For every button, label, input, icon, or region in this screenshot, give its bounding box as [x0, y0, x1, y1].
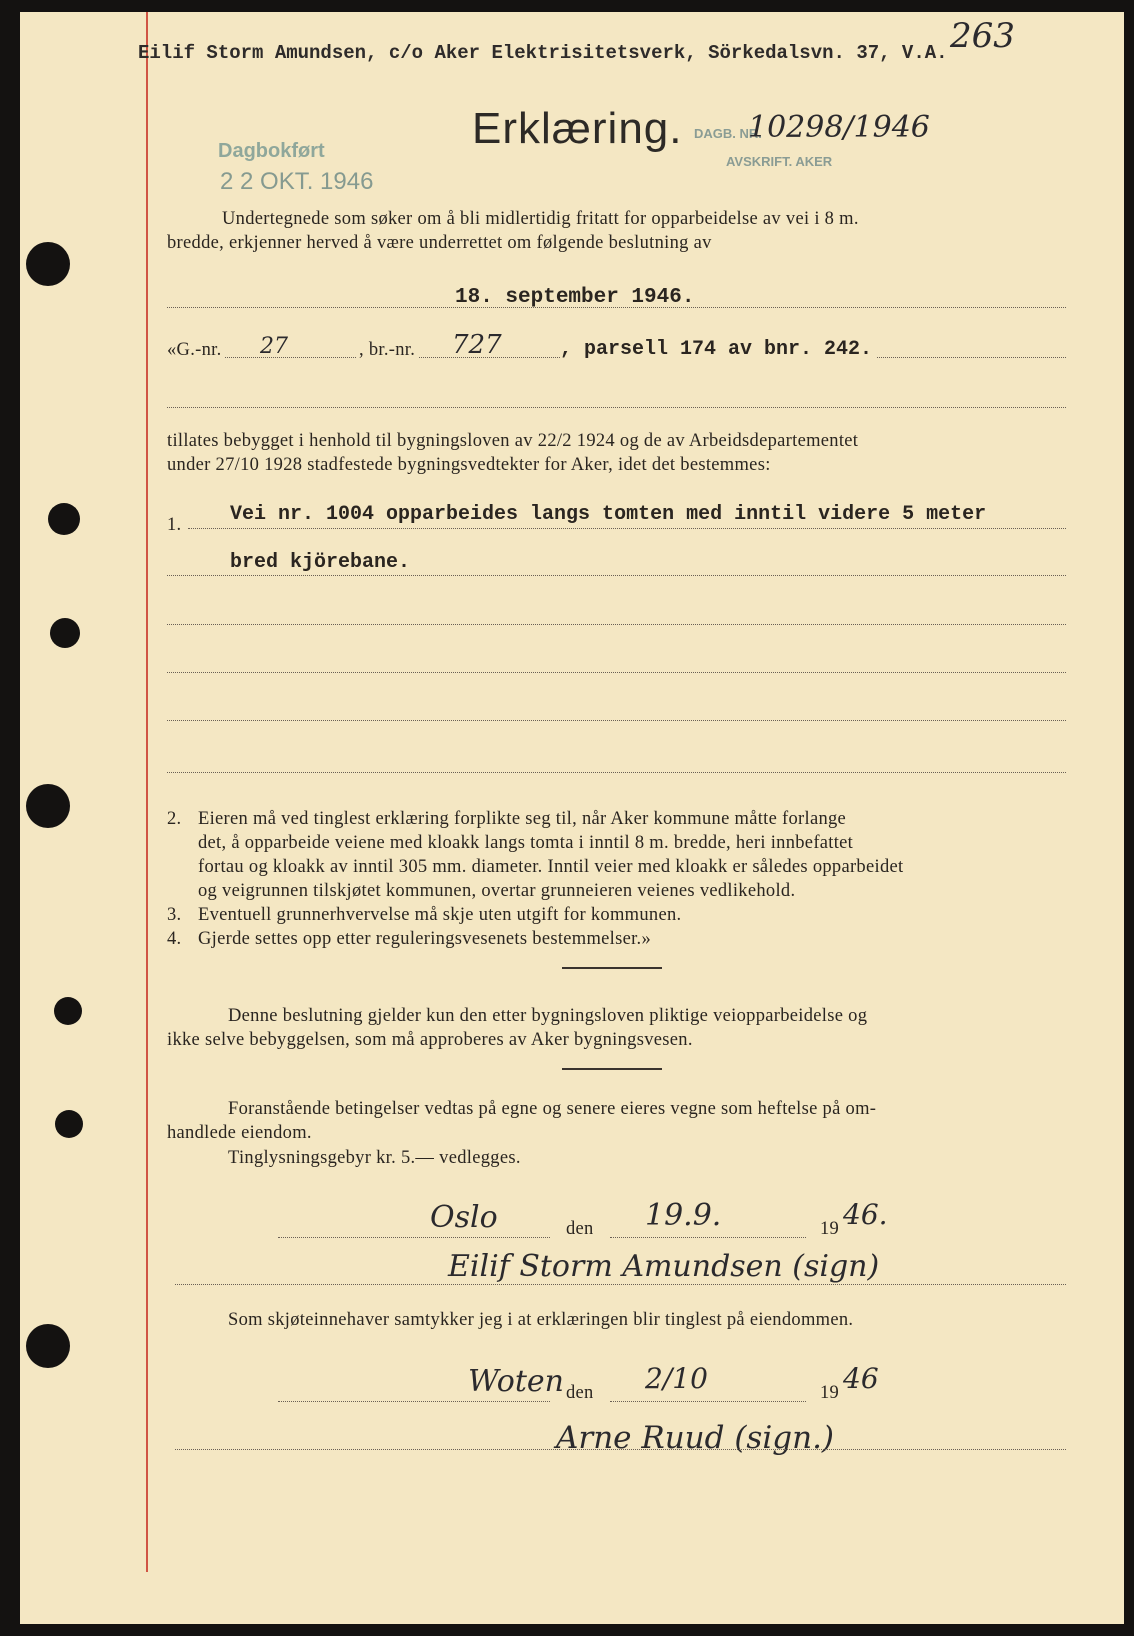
condition-4-number: 4.	[167, 929, 182, 949]
year-prefix-1: 19	[820, 1219, 840, 1239]
dotted-line	[278, 1237, 550, 1238]
fee-line: Tinglysningsgebyr kr. 5.— vedlegges.	[228, 1148, 521, 1168]
parcel-text: , parsell 174 av bnr. 242.	[560, 338, 876, 361]
page-number: 263	[950, 16, 1015, 56]
place-2: Woten	[468, 1364, 564, 1399]
condition-1-line-2: bred kjörebane.	[230, 551, 411, 574]
year-suffix-1: 46.	[843, 1198, 888, 1231]
condition-4-text: Gjerde settes opp etter reguleringsvesenets bestemmelser.»	[198, 929, 652, 949]
permit-line-2: under 27/10 1928 stadfestede bygningsvedtekter for Aker, idet det bestemmes:	[167, 455, 771, 475]
dotted-line	[188, 528, 1066, 529]
brnr-label: , br.-nr.	[356, 340, 418, 361]
intro-line-2: bredde, erkjenner herved å være underrettet om følgende beslutning av	[167, 233, 712, 253]
date-2: 2/10	[645, 1362, 708, 1395]
signature-1: Eilif Storm Amundsen (sign)	[448, 1249, 880, 1284]
dotted-line	[167, 407, 1066, 408]
punch-hole	[55, 1110, 83, 1138]
dotted-line	[167, 624, 1066, 625]
document-page	[20, 12, 1124, 1624]
punch-hole	[48, 503, 80, 535]
den-label-1: den	[566, 1219, 594, 1239]
place-1: Oslo	[430, 1200, 498, 1235]
dotted-line	[167, 720, 1066, 721]
dagbokfort-stamp-label: Dagbokført	[218, 140, 325, 162]
brnr-value: 727	[452, 330, 502, 360]
conditions-line-2: handlede eiendom.	[167, 1123, 312, 1143]
year-suffix-2: 46	[843, 1362, 879, 1395]
dotted-line	[167, 672, 1066, 673]
dotted-line	[167, 575, 1066, 576]
dotted-line	[167, 772, 1066, 773]
dotted-line	[278, 1401, 550, 1402]
dagb-number: 10298/1946	[748, 110, 930, 145]
date-1: 19.9.	[645, 1198, 722, 1233]
condition-1-number: 1.	[167, 515, 182, 535]
condition-2-line-3: fortau og kloakk av inntil 305 mm. diameter. Inntil veier med kloakk er således opparbeidet	[198, 857, 904, 877]
gnr-value: 27	[260, 334, 288, 359]
avskrift-stamp: AVSKRIFT. AKER	[726, 154, 833, 169]
punch-hole	[50, 618, 80, 648]
gnr-label: «G.-nr.	[167, 340, 225, 361]
punch-hole	[26, 242, 70, 286]
permit-line-1: tillates bebygget i henhold til bygningsloven av 22/2 1924 og de av Arbeidsdepartementet	[167, 431, 859, 451]
condition-2-line-1: Eieren må ved tinglest erklæring forplikte seg til, når Aker kommune måtte forlange	[198, 809, 847, 829]
dotted-line	[610, 1237, 806, 1238]
condition-1-line-1: Vei nr. 1004 opparbeides langs tomten med inntil videre 5 meter	[230, 503, 987, 526]
signature-2: Arne Ruud (sign.)	[556, 1420, 835, 1456]
condition-2-line-4: og veigrunnen tilskjøtet kommunen, overtar grunneieren veienes vedlikehold.	[198, 881, 796, 901]
conditions-line-1: Foranstående betingelser vedtas på egne og senere eieres vegne som heftelse på om-	[228, 1099, 877, 1119]
document-title: Erklæring.	[472, 104, 683, 153]
den-label-2: den	[566, 1383, 594, 1403]
separator-rule	[562, 1068, 662, 1070]
condition-3-text: Eventuell grunnerhvervelse må skje uten utgift for kommunen.	[198, 905, 682, 925]
dotted-line	[175, 1449, 1066, 1450]
condition-3-number: 3.	[167, 905, 182, 925]
dagb-stamp-label: DAGB. NR.	[694, 126, 762, 141]
year-prefix-2: 19	[820, 1383, 840, 1403]
consent-line: Som skjøteinnehaver samtykker jeg i at erklæringen blir tinglest på eiendommen.	[228, 1310, 854, 1330]
condition-2-line-2: det, å opparbeide veiene med kloakk langs tomta i inntil 8 m. bredde, heri innbefattet	[198, 833, 854, 853]
scope-line-2: ikke selve bebyggelsen, som må approberes av Aker bygningsvesen.	[167, 1030, 693, 1050]
dotted-line	[610, 1401, 806, 1402]
dotted-line	[175, 1284, 1066, 1285]
intro-line-1: Undertegnede som søker om å bli midlertidig fritatt for opparbeidelse av vei i 8 m.	[222, 209, 859, 229]
punch-hole	[26, 1324, 70, 1368]
punch-hole	[54, 997, 82, 1025]
decision-date: 18. september 1946.	[455, 286, 695, 309]
margin-line	[146, 12, 148, 1572]
punch-hole	[26, 784, 70, 828]
scope-line-1: Denne beslutning gjelder kun den etter bygningsloven pliktige veiopparbeidelse og	[228, 1006, 868, 1026]
header-typed-address: Eilif Storm Amundsen, c/o Aker Elektrisitetsverk, Sörkedalsvn. 37, V.A.	[138, 42, 948, 64]
condition-2-number: 2.	[167, 809, 182, 829]
separator-rule	[562, 967, 662, 969]
dagbokfort-stamp-date: 2 2 OKT. 1946	[220, 168, 374, 195]
